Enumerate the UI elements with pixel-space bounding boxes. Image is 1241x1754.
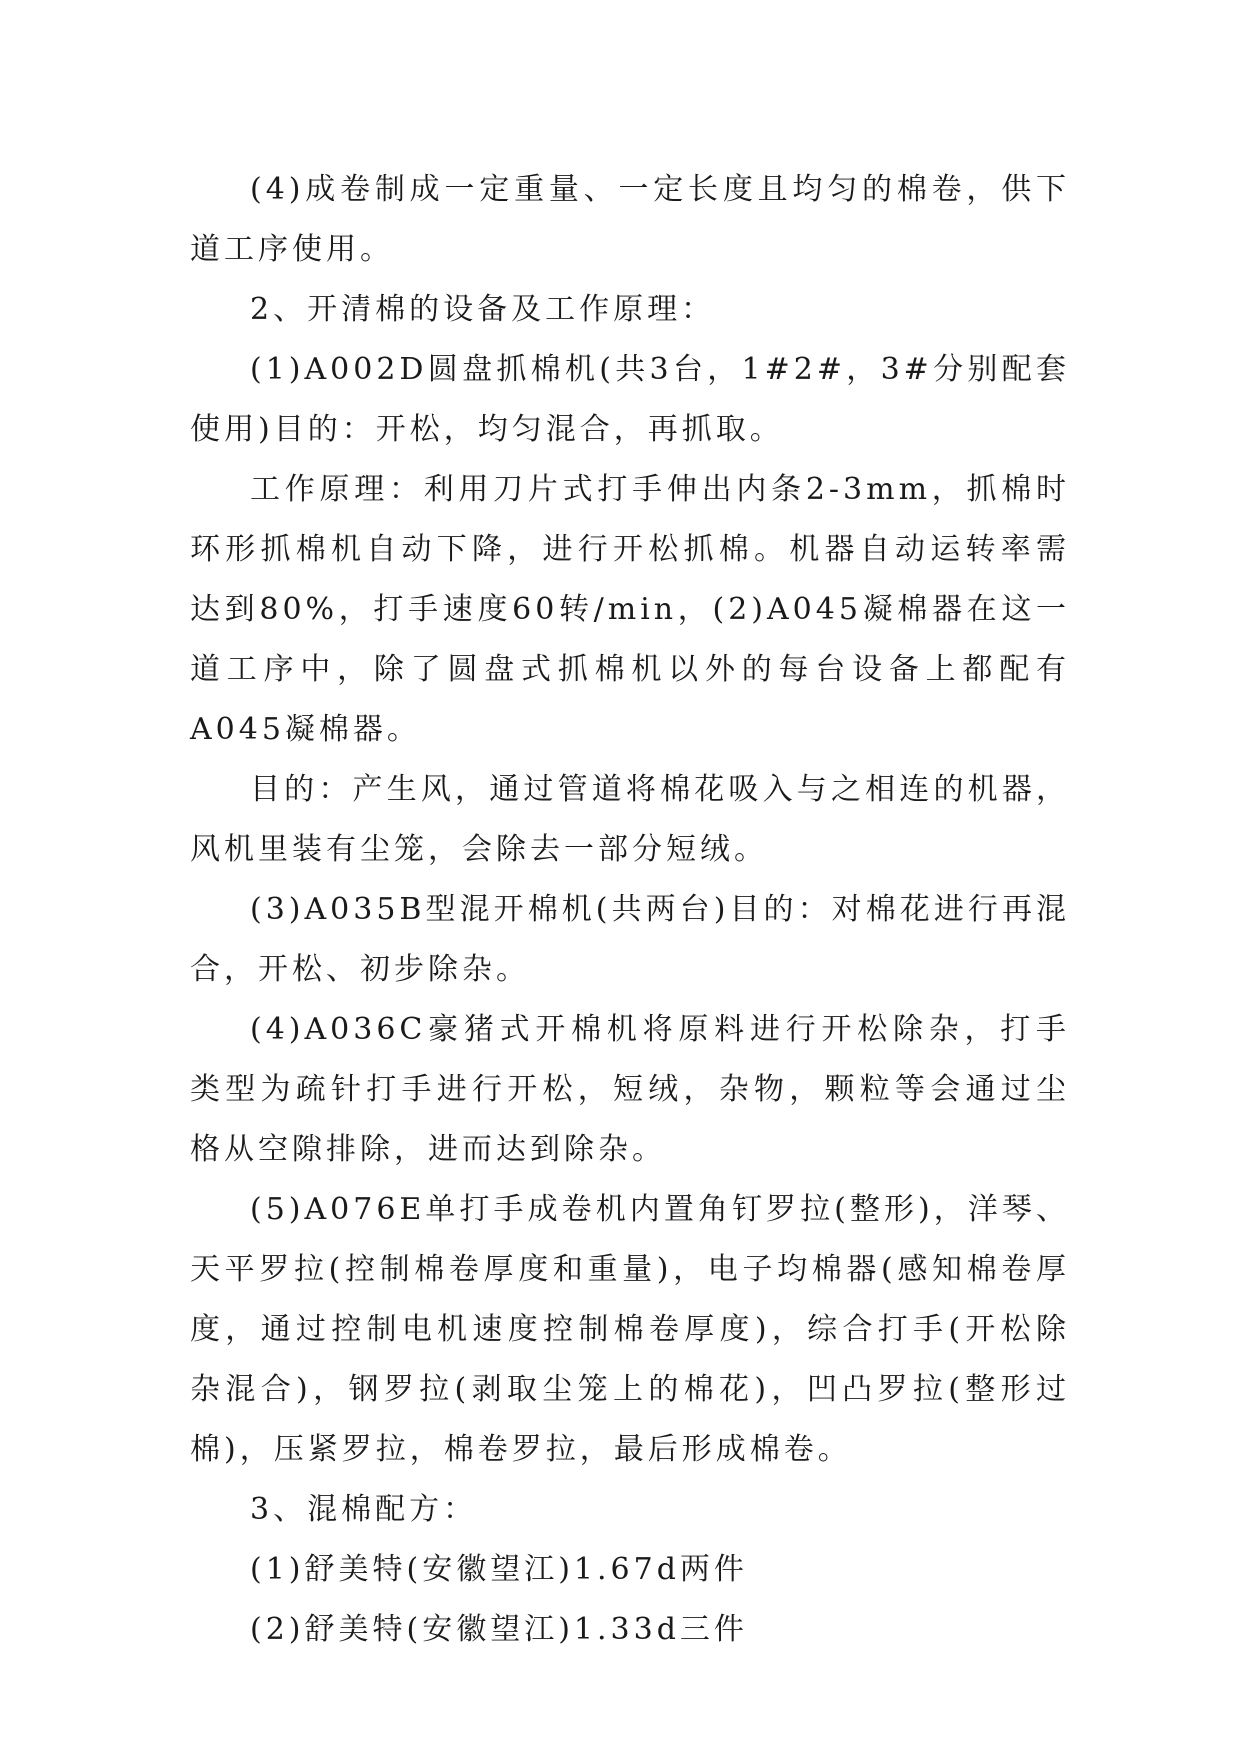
paragraph-a002d: (1)A002D圆盘抓棉机(共3台，1#2#，3#分别配套使用)目的：开松，均匀混合，再抓取。: [190, 352, 1070, 447]
section-heading-equipment: 2、开清棉的设备及工作原理：: [250, 292, 716, 327]
section-heading-mixing-formula: 3、混棉配方：: [250, 1492, 478, 1527]
document-body: [190, 160, 1070, 1660]
paragraph-a035b: (3)A035B型混开棉机(共两台)目的：对棉花进行再混合，开松、初步除杂。: [190, 892, 1070, 987]
paragraph-purpose-wind: 目的：产生风，通过管道将棉花吸入与之相连的机器，风机里装有尘笼，会除去一部分短绒。: [190, 772, 1070, 867]
paragraph-a076e: (5)A076E单打手成卷机内置角钉罗拉(整形)，洋琴、天平罗拉(控制棉卷厚度和重量)，电子均棉器(感知棉卷厚度，通过控制电机速度控制棉卷厚度)，综合打手(开松除杂混合)，钢罗拉(剥取尘笼上的棉花)，凹凸罗拉(整形过棉)，压紧罗拉，棉卷罗拉，最后形成棉卷。: [190, 1192, 1070, 1467]
formula-item-2: (2)舒美特(安徽望江)1.33d三件: [250, 1612, 748, 1647]
paragraph-working-principle: 工作原理：利用刀片式打手伸出内条2-3mm，抓棉时环形抓棉机自动下降，进行开松抓棉。机器自动运转率需达到80%，打手速度60转/min，(2)A045凝棉器在这一道工序中，除了圆盘式抓棉机以外的每台设备上都配有A045凝棉器。: [190, 472, 1070, 747]
formula-item-1: (1)舒美特(安徽望江)1.67d两件: [250, 1552, 748, 1587]
paragraph-forming-lap: (4)成卷制成一定重量、一定长度且均匀的棉卷，供下道工序使用。: [190, 172, 1070, 267]
paragraph-a036c: (4)A036C豪猪式开棉机将原料进行开松除杂，打手类型为疏针打手进行开松，短绒，杂物，颗粒等会通过尘格从空隙排除，进而达到除杂。: [190, 1012, 1070, 1167]
